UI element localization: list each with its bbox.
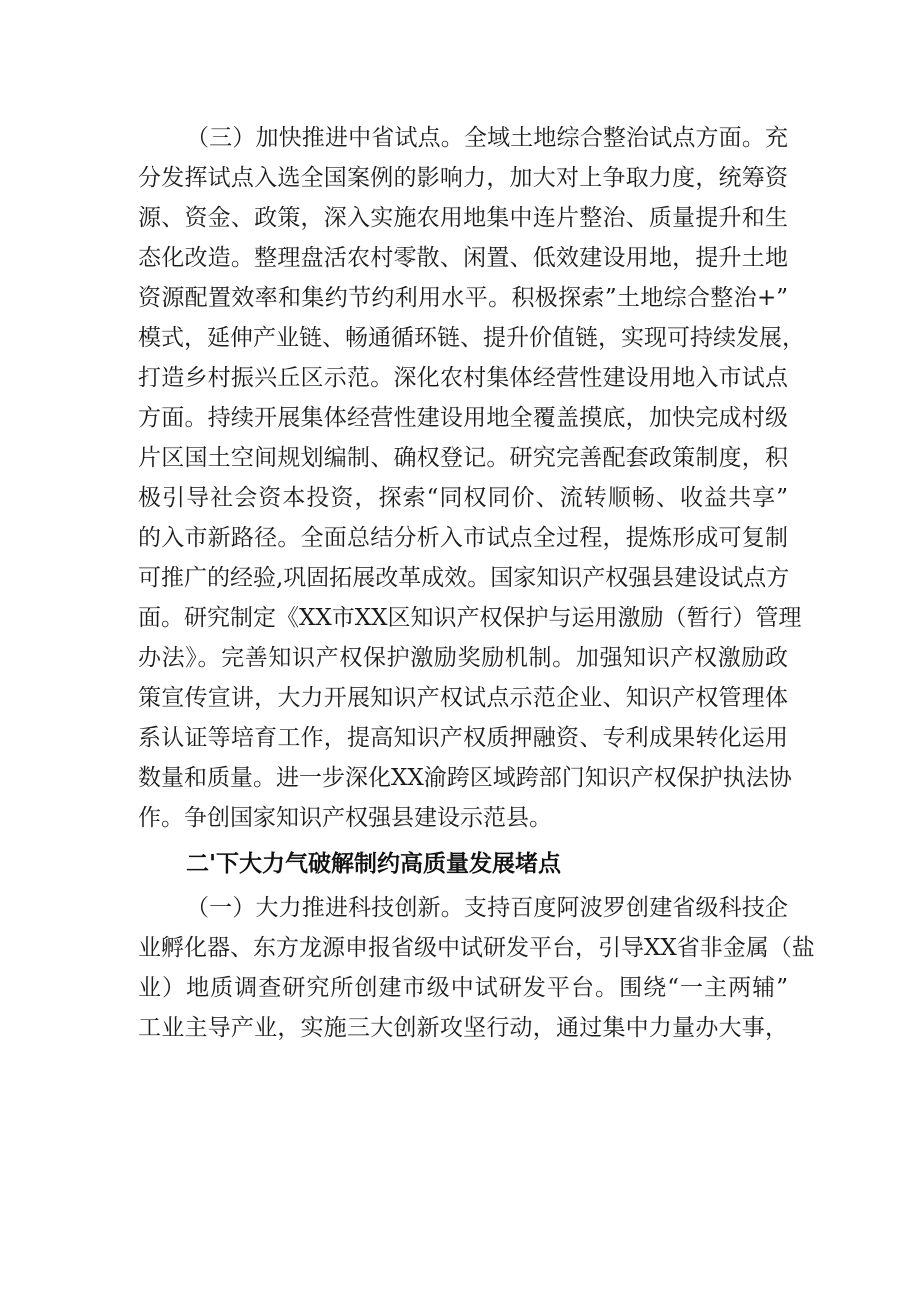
paragraph-line: 面。研究制定《XX市XX区知识产权保护与运用激励（暂行）管理 <box>138 605 802 631</box>
paragraph-line: 系认证等培育工作，提高知识产权质押融资、专利成果转化运用 <box>138 725 788 751</box>
section-heading: 二'下大力气破解制约高质量发展堵点 <box>186 851 562 877</box>
section-2-1-paragraph <box>138 888 815 1048</box>
paragraph-line: 数量和质量。进一步深化XX渝跨区域跨部门知识产权保护执法协 <box>138 765 792 791</box>
paragraph-line: 分发挥试点入选全国案例的影响力，加大对上争取力度，统筹资 <box>138 165 788 191</box>
paragraph-line: 策宣传宣讲，大力开展知识产权试点示范企业、知识产权管理体 <box>138 685 788 711</box>
paragraph-line: 片区国土空间规划编制、确权登记。研究完善配套政策制度，积 <box>138 445 788 471</box>
paragraph-line: 业孵化器、东方龙源申报省级中试研发平台，引导XX省非金属（盐 <box>138 935 815 961</box>
paragraph-line: 方面。持续开展集体经营性建设用地全覆盖摸底，加快完成村级 <box>138 405 788 431</box>
paragraph-line: 模式，延伸产业链、畅通循环链、提升价值链，实现可持续发展， <box>138 325 805 351</box>
paragraph-line: （一）大力推进科技创新。支持百度阿波罗创建省级科技企 <box>186 895 788 921</box>
paragraph-line: 态化改造。整理盘活农村零散、闲置、低效建设用地，提升土地 <box>138 245 788 271</box>
paragraph-line: 的入市新路径。全面总结分析入市试点全过程，提炼形成可复制 <box>138 525 788 551</box>
document-body <box>138 118 815 1048</box>
paragraph-line: 资源配置效率和集约节约利用水平。积极探索”土地综合整治+” <box>138 285 788 311</box>
paragraph-line: （三）加快推进中省试点。全域土地综合整治试点方面。充 <box>186 125 788 151</box>
paragraph-line: 源、资金、政策，深入实施农用地集中连片整治、质量提升和生 <box>138 205 788 231</box>
paragraph-line: 可推广的经验,巩固拓展改革成效。国家知识产权强县建设试点方 <box>138 565 790 591</box>
paragraph-line: 作。争创国家知识产权强县建设示范县。 <box>138 805 552 831</box>
paragraph-line: 业）地质调查研究所创建市级中试研发平台。围绕“一主两辅” <box>138 975 788 1001</box>
paragraph-line: 打造乡村振兴丘区示范。深化农村集体经营性建设用地入市试点 <box>138 365 788 391</box>
section-3-paragraph <box>138 118 805 838</box>
paragraph-line: 工业主导产业，实施三大创新攻坚行动，通过集中力量办大事， <box>138 1015 788 1041</box>
paragraph-line: 办法》。完善知识产权保护激励奖励机制。加强知识产权激励政 <box>138 645 788 671</box>
paragraph-line: 极引导社会资本投资，探索“同权同价、流转顺畅、收益共享” <box>138 485 788 511</box>
